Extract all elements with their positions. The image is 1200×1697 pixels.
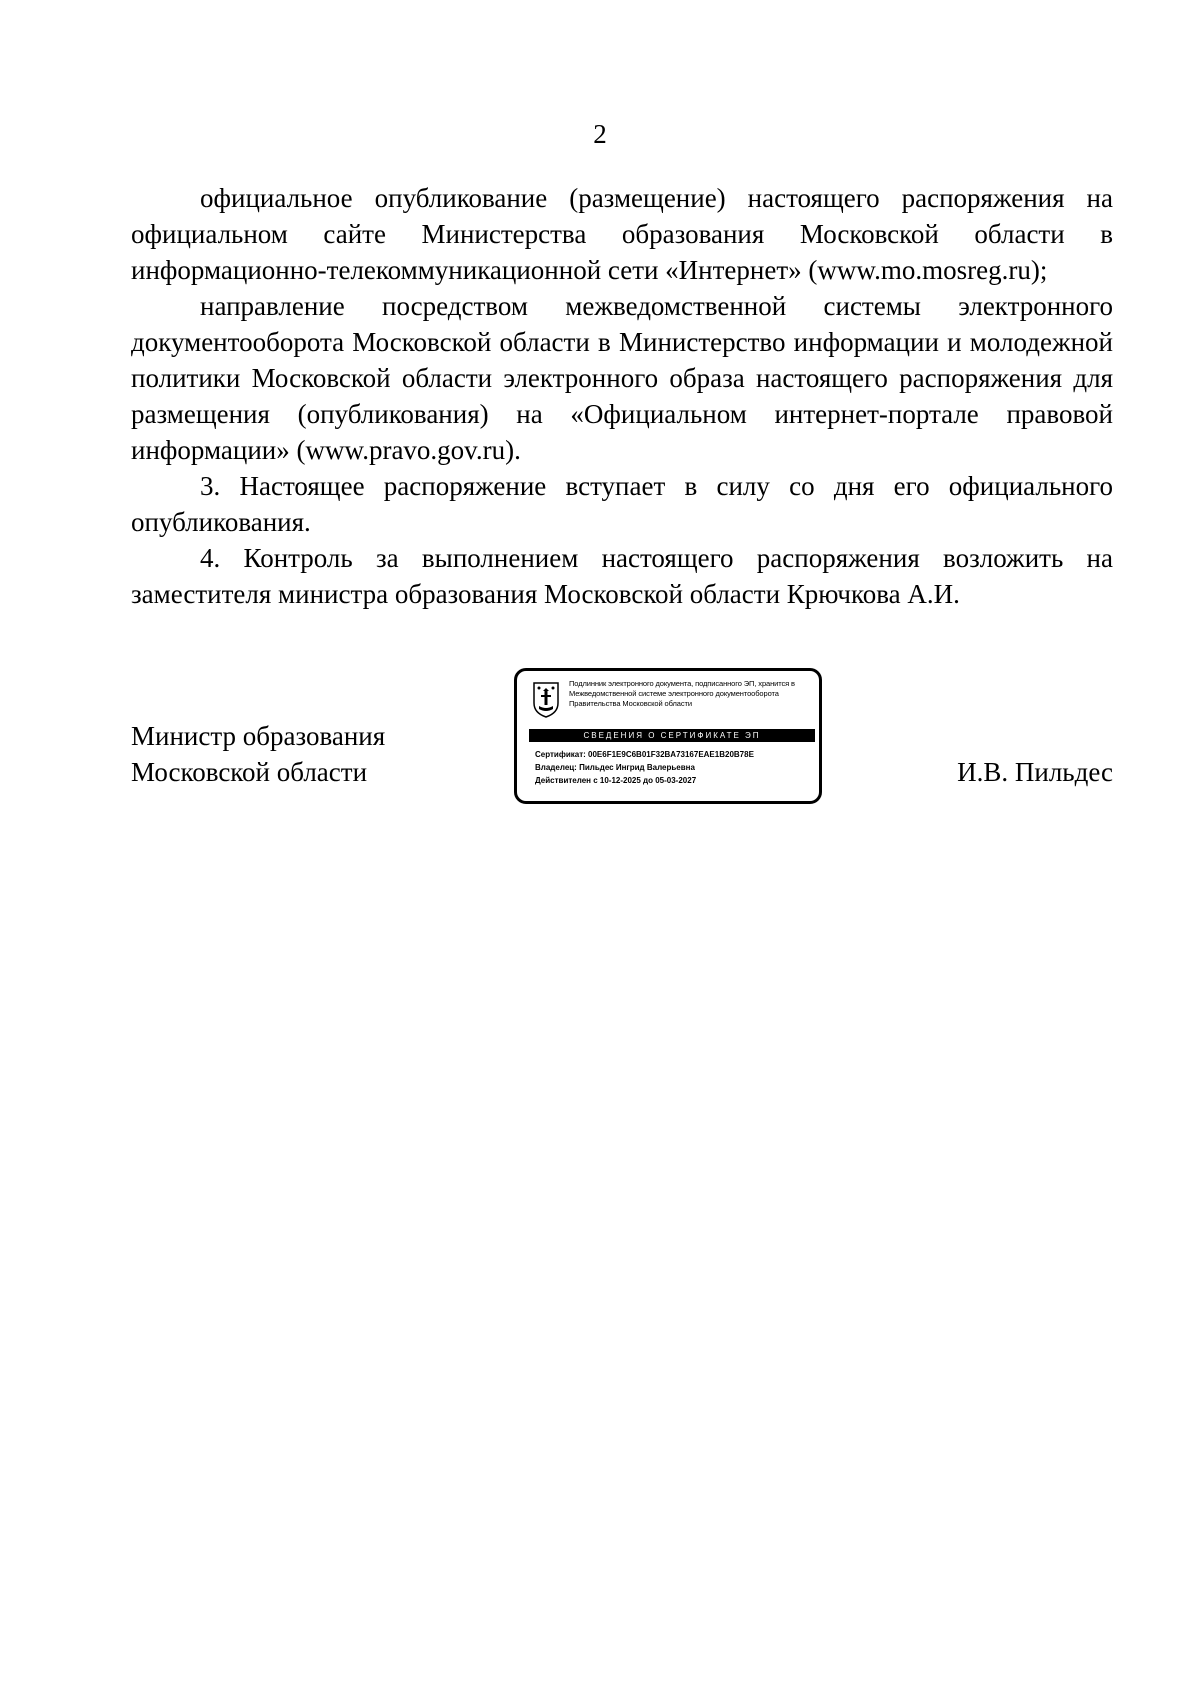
paragraph-item-3: 3. Настоящее распоряжение вступает в силу со дня его официального опубликования. (131, 471, 1113, 537)
stamp-certificate-bar: СВЕДЕНИЯ О СЕРТИФИКАТЕ ЭП (529, 729, 815, 742)
stamp-header-text: Подлинник электронного документа, подписанного ЭП, хранится в Межведомственной системе электронного документооборота Правительства Московской области (569, 679, 795, 708)
signer-position-line-2: Московской области (131, 757, 368, 787)
stamp-certificate-number: Сертификат: 00E6F1E9C6B01F32BA73167EAE1B20B78E (535, 750, 754, 759)
paragraph-official-publication: официальное опубликование (размещение) настоящего распоряжения на официальном сайте Министерства образования Московской области в информационно-телекоммуникационной сети «Интернет» (www.mo.mosreg.ru); (131, 183, 1113, 285)
paragraph-item-4: 4. Контроль за выполнением настоящего распоряжения возложить на заместителя министра образования Московской области Крючкова А.И. (131, 543, 1113, 609)
stamp-owner: Владелец: Пильдес Ингрид Валерьевна (535, 763, 695, 772)
signer-name: И.В. Пильдес (957, 757, 1113, 787)
page-number: 2 (593, 119, 607, 149)
stamp-validity: Действителен с 10-12-2025 до 05-03-2027 (535, 776, 697, 785)
signer-position (131, 718, 385, 790)
coat-of-arms-icon (531, 679, 561, 719)
signer-position-line-1: Министр образования (131, 721, 386, 751)
document-body (131, 180, 1113, 612)
stamp-certificate-details (535, 748, 819, 787)
electronic-signature-stamp (514, 668, 822, 804)
signature-block (0, 668, 1200, 818)
paragraph-edm-direction: направление посредством межведомственной системы электронного документооборота Московской области в Министерство информации и молодежной политики Московской области электронного образа настоящего распоряжения для размещения (опубликования) на «Официальном интернет-портале правовой информации» (www.pravo.gov.ru). (131, 291, 1113, 465)
